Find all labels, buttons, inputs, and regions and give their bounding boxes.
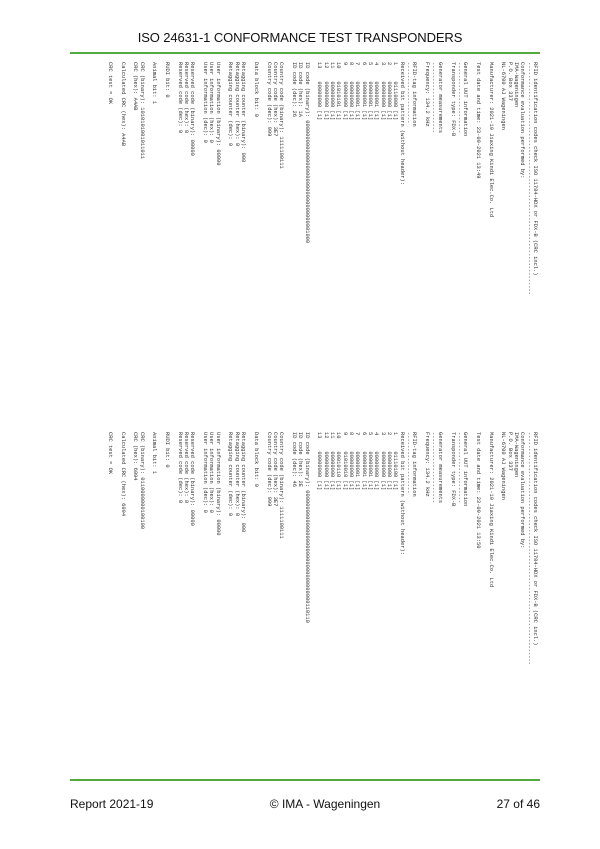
printout-line: 7 00000001 [1]	[354, 432, 361, 491]
printout-line: IMA-Wageningen	[512, 432, 519, 478]
printout-line: 7 00000001 [1]	[354, 62, 361, 121]
printout-line: CRC (hex): 6094	[132, 432, 139, 481]
printout-line: 4 00000001 [1]	[373, 62, 380, 121]
printout-line: Conformance evaluation performed by:	[519, 62, 526, 179]
copyright-notice: © IMA - Wageningen	[269, 797, 381, 811]
page-header-title: ISO 24631-1 CONFORMANCE TEST TRANSPONDERS	[137, 30, 463, 45]
printout-line	[246, 62, 252, 402]
printout-line: -------------------	[405, 432, 412, 494]
printout-line: RUDI bit: 0	[164, 62, 171, 98]
rfid-printout-block-1	[74, 62, 538, 402]
printout-line: Generator measurements	[436, 62, 443, 134]
printout-line: Reserved code (binary): 00000	[189, 432, 196, 526]
printout-line: Reserved code (dec): 0	[176, 62, 183, 134]
printout-line: Country code (binary): 1111100111	[278, 432, 285, 539]
printout-line: 6 00000001 [1]	[360, 62, 367, 121]
printout-line: 9 01010010 [1]	[341, 432, 348, 491]
printout-line: Country code (dec): 999	[265, 432, 272, 507]
footer-divider	[70, 779, 540, 781]
printout-line: 11 00000000 [1]	[329, 62, 335, 121]
printout-line	[145, 62, 151, 402]
printout-line	[468, 62, 474, 402]
printout-line: 1 01110000 [1]	[392, 62, 399, 121]
printout-line: CRC (hex): A4AB	[132, 62, 139, 111]
printout-line: Manufacturer: 2021-19 Jiaxing Kindi Elec.Co. Ltd	[487, 432, 494, 588]
printout-line: Animal bit: 1	[151, 62, 158, 105]
printout-line	[195, 62, 201, 402]
printout-line: Retagging counter (binary): 000	[240, 432, 247, 533]
header-divider	[70, 52, 540, 54]
printout-line: 5 00000001 [1]	[367, 62, 374, 121]
printout-line: User information (dec): 0	[202, 432, 209, 513]
printout-line	[157, 62, 163, 402]
printout-line: ----------------------	[430, 62, 437, 134]
printout-line: User information (hex): 0	[208, 432, 215, 513]
printout-line: 3 00000000 [1]	[379, 432, 386, 491]
printout-line: Retagging counter (hex): 0	[233, 62, 240, 147]
printout-line: 10 01010101 [1]	[335, 62, 342, 121]
printout-line: Received bit pattern (without header):	[398, 62, 405, 185]
report-number: Report 2021-19	[70, 797, 154, 811]
printout-line: 13 00000000 [1]	[316, 62, 323, 121]
printout-line	[417, 432, 423, 772]
printout-line: 13 00000000 [1]	[316, 432, 323, 491]
printout-line: RUDI bit: 0	[164, 432, 171, 468]
printout-line: 6 00000001 [1]	[360, 432, 367, 491]
printout-line: ID code (hex): 1A	[297, 62, 304, 117]
printout-line: User information (binary): 00000	[214, 432, 221, 536]
printout-line	[284, 62, 290, 402]
printout-line: 8 00000000 [1]	[348, 432, 355, 491]
printout-line	[246, 432, 252, 772]
printout-line: P.O. Box 337	[506, 62, 513, 101]
printout-line: 12 00000000 [1]	[322, 432, 329, 491]
printout-line: Retagging counter (binary): 000	[240, 62, 247, 163]
printout-line: RFID-tag information	[411, 432, 418, 497]
printout-line: CRC test = OK	[106, 62, 113, 105]
printout-line: ID code (dec): 46	[290, 432, 297, 487]
printout-line: ID code (binary): 00000000000000000000000000000000000110110	[303, 432, 310, 623]
printout-line: RFID-tag information	[411, 62, 418, 127]
printout-line: General UUT information	[462, 62, 469, 137]
printout-line: NL-6700 AJ Wageningen	[500, 432, 507, 500]
printout-line: General UUT information	[462, 432, 469, 507]
printout-line: Country code (hex): 3E7	[271, 432, 278, 507]
printout-line: ----------------------	[455, 432, 462, 504]
printout-line	[126, 62, 132, 402]
printout-line: NL-6700 AJ Wageningen	[500, 62, 507, 130]
printout-line: Reserved code (binary): 00000	[189, 62, 196, 156]
printout-line	[417, 62, 423, 402]
printout-line	[195, 432, 201, 772]
printout-line: Conformance evaluation performed by:	[519, 432, 526, 549]
printout-line: ----------------------	[455, 62, 462, 134]
printout-line: 12 00000000 [1]	[322, 62, 329, 121]
printout-line: Calculated CRC (hex): 6094	[119, 432, 126, 517]
rfid-printout-block-2	[74, 432, 538, 772]
printout-line: User information (binary): 00000	[214, 62, 221, 166]
printout-line: -------------------	[405, 62, 412, 124]
printout-line: ID code (dec): 26	[290, 62, 297, 117]
printout-line: Frequency: 134.2 kHz	[424, 432, 431, 497]
printout-line: Generator measurements	[436, 432, 443, 504]
printout-line: Reserved code (hex): 0	[183, 62, 190, 134]
printout-line: 11 00000000 [1]	[329, 432, 335, 491]
printout-line: RFID identification codes check ISO 11784-HDX or FDX-B (CRC incl.)	[532, 432, 538, 646]
printout-line	[494, 432, 500, 772]
printout-line: Transponder type: FDX-B	[449, 432, 456, 507]
printout-line: Animal bit: 1	[151, 432, 158, 475]
printout-line: Retagging counter (hex): 0	[233, 432, 240, 517]
printout-line: Retagging counter (dec): 0	[227, 62, 234, 147]
printout-line: Country code (dec): 999	[265, 62, 272, 137]
printout-line: Transponder type: FDX-B	[449, 62, 456, 137]
printout-line: Data block bit: 0	[252, 432, 259, 487]
printout-line: IMA-Wageningen	[512, 62, 519, 108]
printout-line: CRC (binary): 1010101001011011	[138, 62, 145, 160]
printout-line	[284, 432, 290, 772]
printout-line: 3 00000000 [1]	[379, 62, 386, 121]
printout-line: Retagging counter (dec): 0	[227, 432, 234, 517]
printout-line	[145, 432, 151, 772]
page-footer	[70, 797, 540, 811]
printout-line: P.O. Box 337	[506, 432, 513, 471]
printout-line: User information (dec): 0	[202, 62, 209, 143]
printout-line: Data block bit: 0	[252, 62, 259, 117]
printout-line: 8 00000000 [1]	[348, 62, 355, 121]
printout-line: Country code (hex): 3E7	[271, 62, 278, 137]
printout-line: Manufacturer: 2021-19 Jiaxing Kindi Elec.Co. Ltd	[487, 62, 494, 218]
printout-line: CRC test = OK	[106, 432, 113, 475]
printout-line: Frequency: 134.2 kHz	[424, 62, 431, 127]
printout-line: Calculated CRC (hex): A4AB	[119, 62, 126, 147]
printout-line: ID code (hex): 2E	[297, 432, 304, 487]
printout-line: 4 00000000 [1]	[373, 432, 380, 491]
printout-line: Test date and time: 23-09-2021 13:50	[474, 432, 481, 549]
printout-line: 2 00000000 [1]	[386, 432, 393, 491]
printout-line: Reserved code (dec): 0	[176, 432, 183, 504]
printout-line: Test date and time: 23-09-2021 13:49	[474, 62, 481, 179]
printout-line: Country code (binary): 1111100111	[278, 62, 285, 169]
printout-line: ----------------------	[430, 432, 437, 504]
printout-line	[494, 62, 500, 402]
printout-line	[126, 432, 132, 772]
printout-line: ID code (binary): 00000000000000000000000000000000001000	[303, 62, 310, 244]
printout-line: User information (hex): 0	[208, 62, 215, 143]
printout-line: Reserved code (hex): 0	[183, 432, 190, 504]
printout-line: 5 00000001 [1]	[367, 432, 374, 491]
printout-line	[157, 432, 163, 772]
printout-line: Received bit pattern (without header):	[398, 432, 405, 555]
printout-line: RFID identification codes check ISO 11784-HDX or FDX-B (CRC incl.)	[532, 62, 538, 276]
printout-line: 1 01110100 [1]	[392, 432, 399, 491]
printout-line: ------------------------------------------------------------------------	[525, 62, 532, 295]
printout-line: ------------------------------------------------------------------------	[525, 432, 532, 665]
printout-line: CRC (binary): 0110000000100100	[138, 432, 145, 530]
printout-line: 10 00010110 [1]	[335, 432, 342, 491]
printout-line: 9 00000000 [1]	[341, 62, 348, 121]
printout-line: 2 00000000 [1]	[386, 62, 393, 121]
page-number: 27 of 46	[496, 797, 540, 811]
printout-line	[468, 432, 474, 772]
